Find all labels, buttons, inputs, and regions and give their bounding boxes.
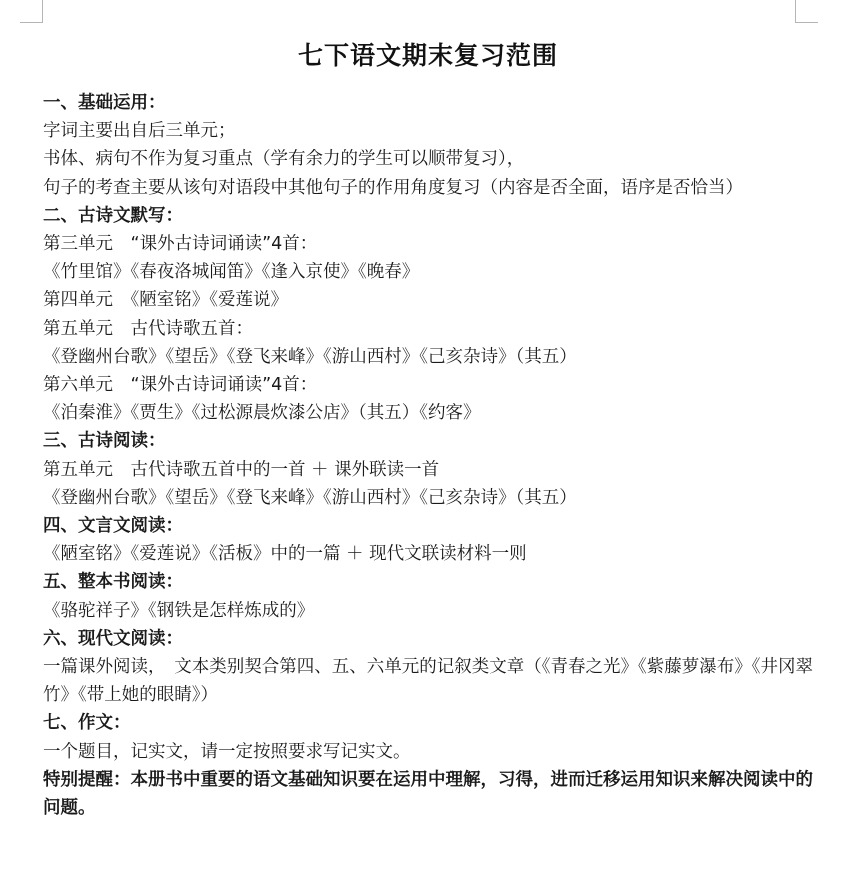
text-line: 《泊秦淮》《贾生》《过松源晨炊漆公店》（其五）《约客》 xyxy=(43,403,481,424)
special-reminder: 特别提醒：本册书中重要的语文基础知识要在运用中理解，习得，进而迁移运用知识来解决阅读中的问题。 xyxy=(43,769,813,819)
text-line: 《竹里馆》《春夜洛城闻笛》《逢入京使》《晚春》 xyxy=(43,262,420,283)
document-body xyxy=(43,89,813,822)
text-line: 《登幽州台歌》《望岳》《登飞来峰》《游山西村》《己亥杂诗》（其五） xyxy=(43,346,577,367)
section-heading-composition: 七、作文： xyxy=(43,713,131,734)
text-line: 第五单元 古代诗歌五首： xyxy=(43,318,253,339)
text-paragraph: 一篇课外阅读， 文本类别契合第四、五、六单元的记叙类文章（《青春之光》《紫藤萝瀑布》《井冈翠竹》《带上她的眼睛》） xyxy=(43,657,813,706)
section-heading-basics: 一、基础运用： xyxy=(43,93,166,113)
text-line: 第六单元 “课外古诗词诵读”4首： xyxy=(43,375,318,396)
section-heading-poetry-reading: 三、古诗阅读： xyxy=(43,431,166,452)
text-line: 字词主要出自后三单元； xyxy=(43,121,236,142)
text-line: 一个题目，记实文，请一定按照要求写记实文。 xyxy=(43,741,411,762)
page-corner-mark-top-left xyxy=(20,0,43,23)
text-line: 第三单元 “课外古诗词诵读”4首： xyxy=(43,234,318,255)
section-heading-modern-reading: 六、现代文阅读： xyxy=(43,628,183,649)
text-line: 第五单元 古代诗歌五首中的一首 ＋ 课外联读一首 xyxy=(43,459,440,480)
section-heading-whole-book: 五、整本书阅读： xyxy=(43,572,183,593)
section-heading-recitation: 二、古诗文默写： xyxy=(43,205,183,226)
document-title: 七下语文期末复习范围 xyxy=(297,41,558,70)
text-line: 第四单元 《陋室铭》《爱莲说》 xyxy=(43,290,288,311)
section-heading-classical-reading: 四、文言文阅读： xyxy=(43,516,183,537)
text-line: 《登幽州台歌》《望岳》《登飞来峰》《游山西村》《己亥杂诗》（其五） xyxy=(43,487,577,508)
text-line: 《骆驼祥子》《钢铁是怎样炼成的》 xyxy=(43,600,315,621)
document-page xyxy=(43,0,813,822)
text-paragraph: 句子的考查主要从该句对语段中其他句子的作用角度复习（内容是否全面，语序是否恰当） xyxy=(43,177,743,198)
text-line: 《陋室铭》《爱莲说》《活板》中的一篇 ＋ 现代文联读材料一则 xyxy=(43,544,527,565)
text-line: 书体、病句不作为复习重点（学有余力的学生可以顺带复习）， xyxy=(43,149,525,170)
